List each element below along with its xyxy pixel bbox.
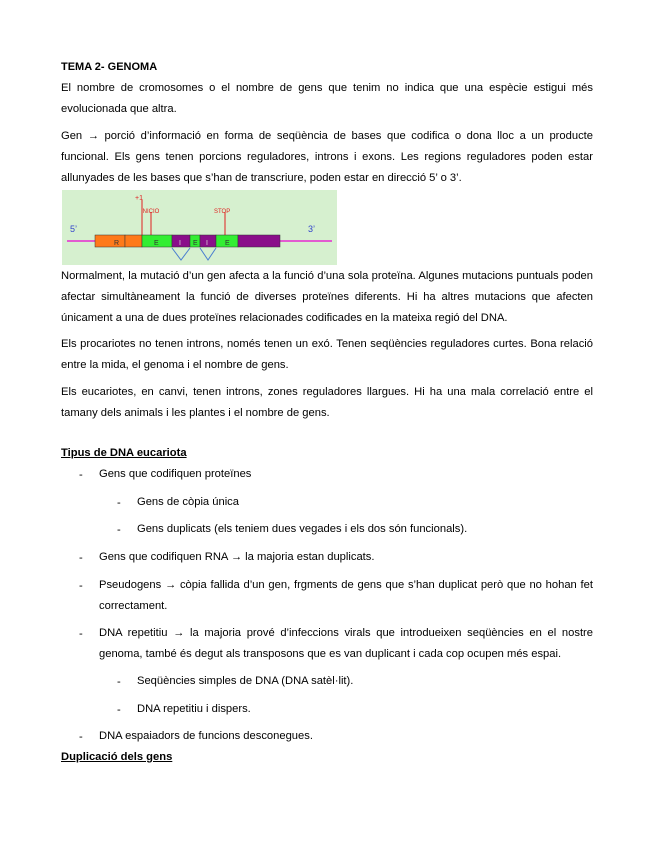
list-item-single-copy: Gens de còpia única [137, 496, 239, 508]
label-plus1: +1 [135, 195, 143, 202]
label-seg-e2: E [193, 240, 198, 247]
list-item-repetitive-dna: DNA repetitiu → la majoria prové d’infeccions virals que introdueixen seqüències en el nostre genoma, també és degut als transposons que es van duplicant i cada cop ocupen més espai. [99, 627, 593, 660]
list-dash: - [117, 524, 121, 536]
gene-structure-figure [62, 190, 337, 265]
label-seg-e1: E [154, 240, 159, 247]
label-seg-r: R [114, 240, 120, 247]
list-item-spacer-dna: DNA espaiadors de funcions desconegues. [99, 730, 313, 742]
list-dash: - [117, 676, 121, 688]
label-stop: STOP [214, 209, 231, 215]
list-dash: - [79, 580, 83, 592]
list-dash: - [79, 731, 83, 743]
label-5prime: 5’ [70, 224, 78, 234]
label-3prime: 3’ [308, 224, 316, 234]
figure-background [62, 190, 337, 265]
list-dash: - [79, 469, 83, 481]
label-seg-i2: I [206, 240, 208, 247]
segment-intron-1 [172, 235, 190, 247]
label-seg-e3: E [225, 240, 230, 247]
segment-regulatory-2 [125, 235, 142, 247]
paragraph-mutations: Normalment, la mutació d’un gen afecta a la funció d’una sola proteïna. Algunes mutacions puntuals poden afectar simultàneament la funció de diverses proteïnes diferents. Hi ha altres mutacions que afecten únicament a una de dues proteïnes relacionades codificades en la mateixa regió del DNA. [61, 270, 593, 324]
list-dash: - [79, 552, 83, 564]
list-item-duplicated: Gens duplicats (els teniem dues vegades i els dos són funcionals). [137, 523, 468, 535]
list-dash: - [117, 497, 121, 509]
paragraph-intro: El nombre de cromosomes o el nombre de gens que tenim no indica que una espècie estigui més evolucionada que altra. [61, 82, 593, 115]
segment-intron-2 [200, 235, 216, 247]
page-title: TEMA 2- GENOMA [61, 61, 158, 73]
section-heading-gene-duplication: Duplicació dels gens [61, 751, 173, 763]
list-item-dispersed-dna: DNA repetitiu i dispers. [137, 703, 251, 715]
list-item-rna-genes: Gens que codifiquen RNA → la majoria estan duplicats. [99, 551, 375, 563]
label-seg-i1: I [179, 240, 181, 247]
list-item-pseudogenes: Pseudogens → còpia fallida d’un gen, frgments de gens que s’han duplicat però que no hohan fet correctament. [99, 579, 593, 612]
paragraph-eukaryotes: Els eucariotes, en canvi, tenen introns, zones reguladores llargues. Hi ha una mala correlació entre el tamany dels animals i les plantes i el nombre de gens. [61, 386, 593, 419]
list-item-protein-genes: Gens que codifiquen proteïnes [99, 468, 252, 480]
section-heading-eukaryotic-dna: Tipus de DNA eucariota [61, 447, 187, 459]
list-dash: - [79, 628, 83, 640]
paragraph-gen-definition: Gen → porció d’informació en forma de seqüència de bases que codifica o dona lloc a un producte funcional. Els gens tenen porcions reguladores, introns i exons. Les regions reguladores poden estar allunyades de les bases que s’han de transcriure, poden estar en direcció 5’ o 3’. [61, 130, 593, 184]
segment-regulatory [95, 235, 125, 247]
paragraph-prokaryotes: Els procariotes no tenen introns, només tenen un exó. Tenen seqüències reguladores curtes. Bona relació entre la mida, el genoma i el nombre de gens. [61, 338, 593, 371]
list-dash: - [117, 704, 121, 716]
segment-utr [238, 235, 280, 247]
list-item-satellite-dna: Seqüències simples de DNA (DNA satèl·lit). [137, 675, 354, 687]
label-start: INICIO [141, 209, 160, 215]
